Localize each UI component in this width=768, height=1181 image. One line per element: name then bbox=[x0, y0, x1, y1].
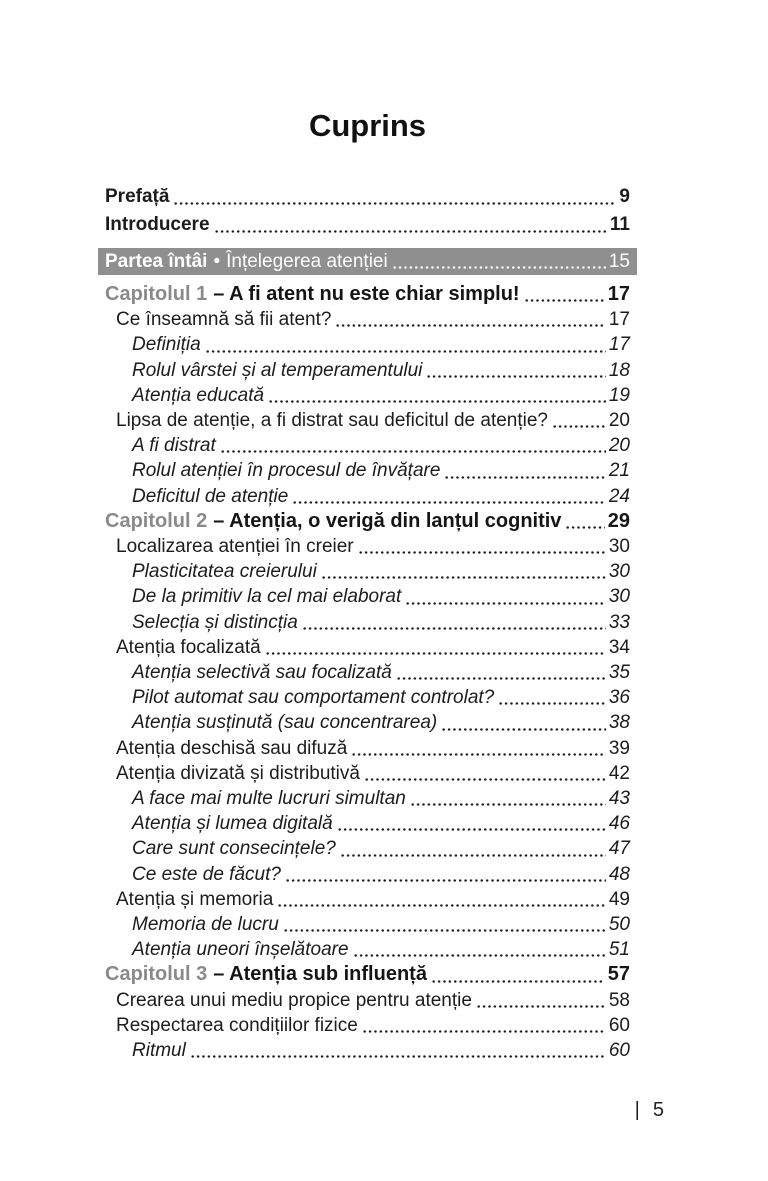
entry-page: 43 bbox=[608, 788, 630, 810]
entry-title: Localizarea atenției în creier bbox=[116, 536, 354, 558]
dot-leader bbox=[337, 828, 606, 831]
dot-leader bbox=[396, 677, 606, 680]
toc-row bbox=[105, 786, 630, 811]
entry-page: 30 bbox=[608, 536, 630, 558]
toc-row bbox=[105, 282, 630, 307]
dot-leader bbox=[285, 879, 606, 882]
toc-row bbox=[105, 887, 630, 912]
entry-page: 29 bbox=[607, 509, 630, 532]
dot-leader bbox=[340, 854, 606, 857]
dot-leader bbox=[476, 1005, 606, 1008]
entry-page: 34 bbox=[608, 636, 630, 658]
dot-leader bbox=[426, 375, 605, 378]
entry-title: Selecția și distincția bbox=[132, 611, 298, 633]
entry-page: 42 bbox=[608, 762, 630, 784]
entry-title: Definiția bbox=[132, 334, 201, 356]
dot-leader bbox=[205, 350, 606, 353]
entry-title: Plasticitatea creierului bbox=[132, 561, 317, 583]
toc-row bbox=[105, 610, 630, 635]
dot-leader bbox=[335, 324, 605, 327]
dot-leader bbox=[292, 501, 606, 504]
entry-title: Atenția și memoria bbox=[116, 888, 274, 910]
entry-page: 9 bbox=[619, 186, 630, 207]
entry-title: De la primitiv la cel mai elaborat bbox=[132, 586, 402, 608]
entry-page: 51 bbox=[608, 939, 630, 961]
entry-page: 47 bbox=[608, 838, 630, 860]
entry-page: 58 bbox=[608, 989, 630, 1011]
toc-row bbox=[105, 685, 630, 710]
entry-page: 38 bbox=[608, 712, 630, 734]
toc-list bbox=[105, 282, 630, 1063]
page-footer bbox=[635, 1097, 664, 1123]
entry-page: 57 bbox=[607, 963, 630, 986]
dot-leader bbox=[552, 425, 606, 428]
toc-row bbox=[105, 660, 630, 685]
toc-row bbox=[105, 1038, 630, 1063]
bullet-separator: • bbox=[213, 251, 221, 272]
toc-row bbox=[105, 736, 630, 761]
toc-row bbox=[105, 509, 630, 534]
dot-leader bbox=[498, 702, 606, 705]
entry-title: Atenția divizată și distributivă bbox=[116, 762, 360, 784]
entry-title: Atenția focalizată bbox=[116, 636, 261, 658]
dot-leader bbox=[220, 450, 606, 453]
entry-title: Ritmul bbox=[132, 1040, 186, 1062]
entry-title: Introducere bbox=[105, 214, 210, 235]
toc-row bbox=[105, 458, 630, 483]
toc-row bbox=[105, 332, 630, 357]
dot-leader bbox=[364, 778, 606, 781]
entry-title: Memoria de lucru bbox=[132, 914, 279, 936]
front-matter-list bbox=[105, 183, 630, 239]
toc-row bbox=[105, 534, 630, 559]
entry-title: Atenția susținută (sau concentrarea) bbox=[132, 712, 438, 734]
page-title: Cuprins bbox=[308, 108, 427, 143]
toc-row bbox=[105, 962, 630, 987]
entry-title: Atenția selectivă sau focalizată bbox=[132, 662, 392, 684]
toc-row bbox=[105, 761, 630, 786]
entry-title: Prefață bbox=[105, 186, 170, 207]
toc-row-introducere bbox=[105, 211, 630, 239]
dot-leader bbox=[441, 728, 606, 731]
entry-page: 36 bbox=[608, 687, 630, 709]
toc-row bbox=[105, 559, 630, 584]
part-banner-page: 15 bbox=[608, 251, 630, 272]
entry-page: 46 bbox=[608, 813, 630, 835]
toc-row bbox=[105, 383, 630, 408]
entry-title: Atenția educată bbox=[132, 384, 265, 406]
entry-page: 17 bbox=[608, 334, 630, 356]
footer-page-number: 5 bbox=[652, 1099, 664, 1121]
chapter-label: Capitolul 1 bbox=[105, 283, 208, 305]
entry-title: Pilot automat sau comportament controlat? bbox=[132, 687, 495, 709]
part-banner bbox=[98, 248, 637, 275]
footer-separator: | bbox=[634, 1099, 640, 1121]
entry-page: 30 bbox=[608, 586, 630, 608]
dot-leader bbox=[358, 551, 606, 554]
dot-leader bbox=[353, 954, 606, 957]
toc-content bbox=[105, 0, 630, 1063]
entry-page: 39 bbox=[608, 737, 630, 759]
dot-leader bbox=[351, 753, 606, 756]
chapter-label: Capitolul 2 bbox=[105, 509, 208, 532]
toc-row bbox=[105, 912, 630, 937]
entry-title: Crearea unui mediu propice pentru atenție bbox=[116, 989, 472, 1011]
entry-page: 49 bbox=[608, 888, 630, 910]
dot-leader bbox=[214, 230, 607, 233]
part-banner-label: Partea întâi bbox=[105, 251, 208, 272]
dot-leader bbox=[524, 299, 605, 302]
dot-leader bbox=[431, 980, 605, 983]
entry-title: A fi distrat bbox=[132, 435, 216, 457]
entry-title: Lipsa de atenție, a fi distrat sau deficitul de atenție? bbox=[116, 410, 548, 432]
entry-title: Deficitul de atenție bbox=[132, 485, 289, 507]
chapter-label: Capitolul 3 bbox=[105, 963, 208, 986]
toc-row bbox=[105, 408, 630, 433]
entry-title: Rolul atenției în procesul de învățare bbox=[132, 460, 441, 482]
toc-row bbox=[105, 1013, 630, 1038]
entry-page: 24 bbox=[608, 485, 630, 507]
toc-row bbox=[105, 862, 630, 887]
dot-leader bbox=[321, 576, 606, 579]
entry-page: 30 bbox=[608, 561, 630, 583]
entry-page: 18 bbox=[608, 359, 630, 381]
toc-row bbox=[105, 988, 630, 1013]
toc-row bbox=[105, 836, 630, 861]
toc-row bbox=[105, 584, 630, 609]
entry-title: Atenția și lumea digitală bbox=[132, 813, 333, 835]
dot-leader bbox=[277, 904, 606, 907]
entry-page: 17 bbox=[608, 309, 630, 331]
toc-row bbox=[105, 433, 630, 458]
entry-page: 35 bbox=[608, 662, 630, 684]
toc-row-prefata bbox=[105, 183, 630, 211]
dot-leader bbox=[302, 627, 606, 630]
entry-title: A face mai multe lucruri simultan bbox=[132, 788, 406, 810]
entry-page: 50 bbox=[608, 914, 630, 936]
entry-title: Ce înseamnă să fii atent? bbox=[116, 309, 332, 331]
dot-leader bbox=[392, 266, 606, 269]
entry-title: Ce este de făcut? bbox=[132, 863, 281, 885]
dot-leader bbox=[362, 1030, 606, 1033]
toc-row bbox=[105, 710, 630, 735]
entry-title: Atenția uneori înșelătoare bbox=[132, 939, 349, 961]
toc-row bbox=[105, 937, 630, 962]
entry-page: 60 bbox=[608, 1014, 630, 1036]
entry-page: 11 bbox=[609, 214, 630, 235]
dot-leader bbox=[444, 476, 605, 479]
dot-leader bbox=[268, 400, 606, 403]
entry-page: 20 bbox=[608, 410, 630, 432]
toc-row bbox=[105, 307, 630, 332]
toc-row bbox=[105, 811, 630, 836]
dot-leader bbox=[283, 929, 606, 932]
entry-page: 48 bbox=[608, 863, 630, 885]
entry-page: 33 bbox=[608, 611, 630, 633]
entry-title: Atenția deschisă sau difuză bbox=[116, 737, 348, 759]
toc-row bbox=[105, 358, 630, 383]
entry-title: Rolul vârstei și al temperamentului bbox=[132, 359, 423, 381]
dot-leader bbox=[565, 526, 604, 529]
entry-page: 21 bbox=[608, 460, 630, 482]
entry-page: 20 bbox=[608, 435, 630, 457]
entry-page: 60 bbox=[608, 1040, 630, 1062]
entry-page: 19 bbox=[608, 384, 630, 406]
dot-leader bbox=[190, 1055, 606, 1058]
entry-title: – Atenția, o verigă din lanțul cognitiv bbox=[213, 509, 562, 532]
part-banner-title: Înțelegerea atenției bbox=[226, 251, 388, 272]
toc-row bbox=[105, 484, 630, 509]
entry-title: Care sunt consecințele? bbox=[132, 838, 336, 860]
entry-title: Respectarea condițiilor fizice bbox=[116, 1014, 358, 1036]
entry-title: – Atenția sub influență bbox=[213, 963, 427, 986]
dot-leader bbox=[173, 202, 616, 205]
dot-leader bbox=[405, 602, 606, 605]
dot-leader bbox=[265, 652, 606, 655]
entry-page: 17 bbox=[607, 283, 630, 305]
entry-title: – A fi atent nu este chiar simplu! bbox=[213, 283, 520, 305]
dot-leader bbox=[410, 803, 606, 806]
toc-row bbox=[105, 635, 630, 660]
